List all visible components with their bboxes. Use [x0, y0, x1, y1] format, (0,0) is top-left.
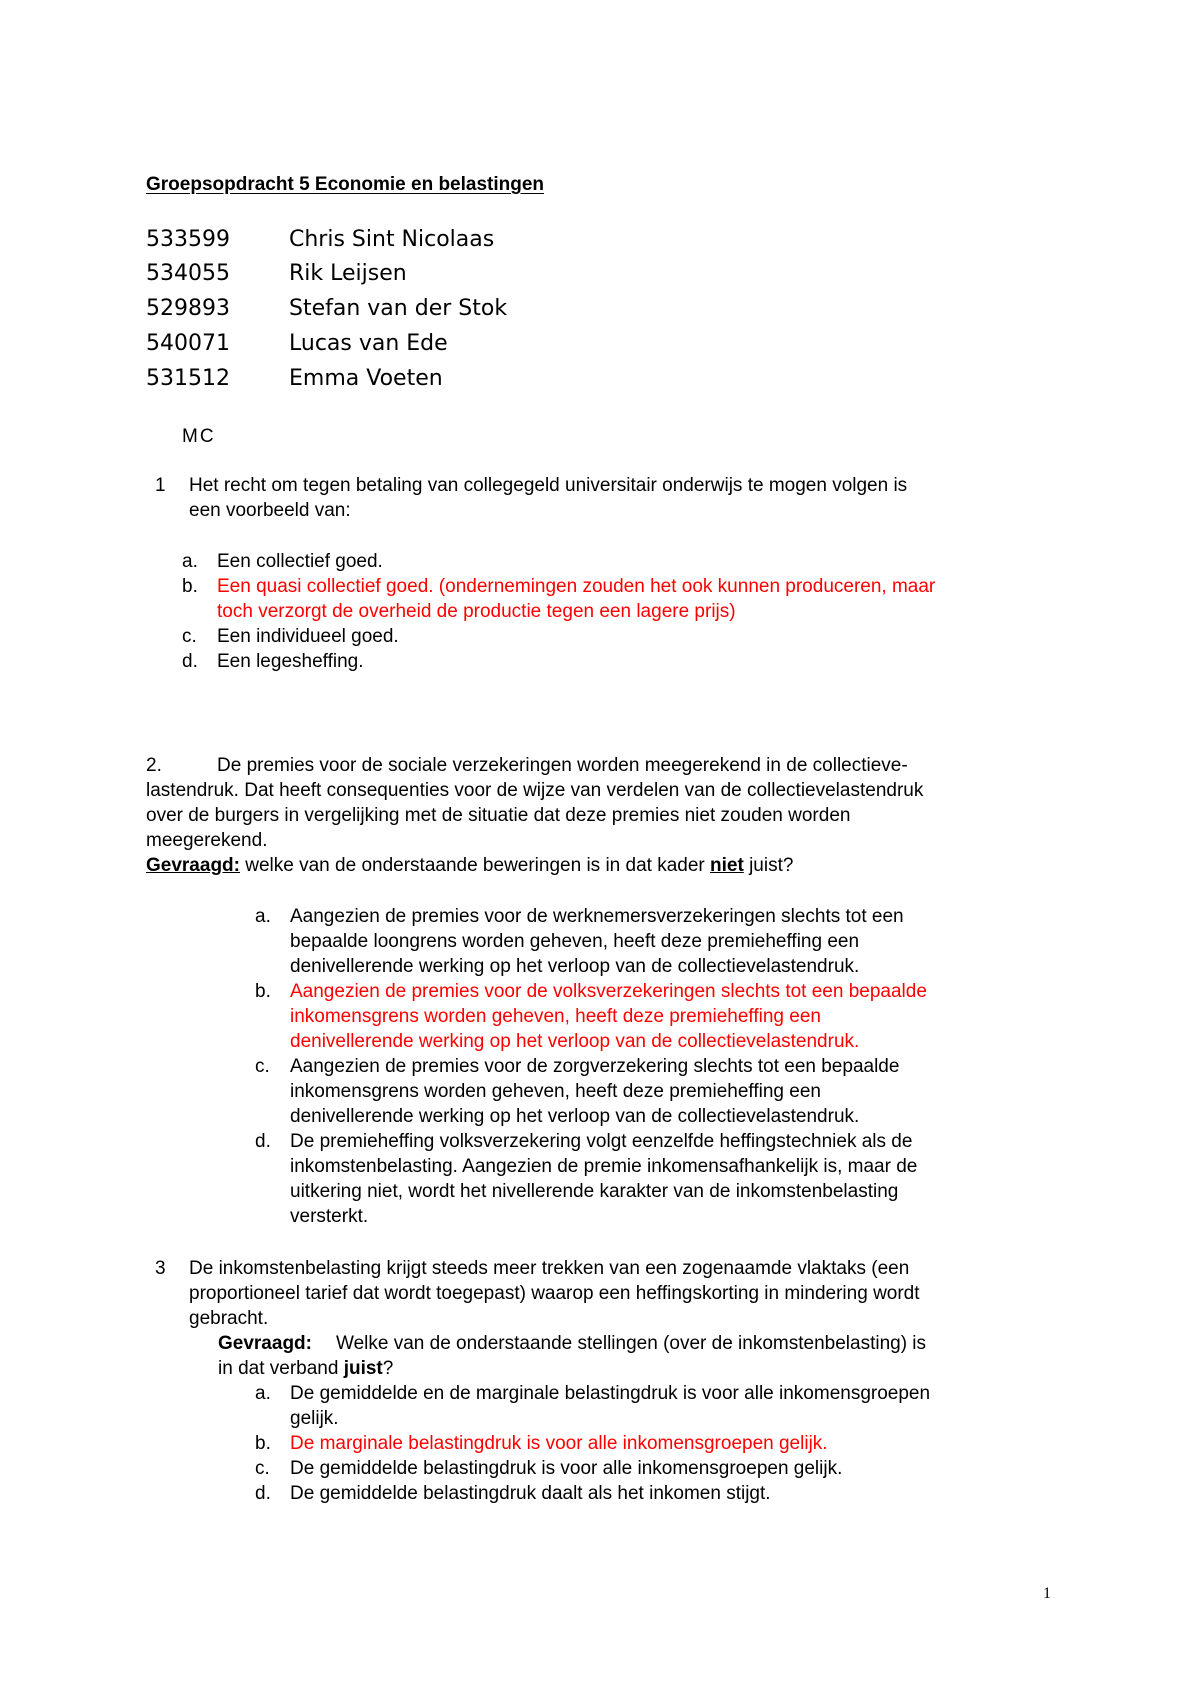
option-letter: c. [255, 1056, 270, 1077]
question-text [189, 473, 907, 523]
answer-option [290, 1129, 917, 1229]
asked-line [218, 1331, 926, 1356]
option-letter: d. [182, 651, 198, 672]
answer-option [290, 1054, 899, 1129]
option-line: Aangezien de premies voor de volksverzekeringen slechts tot een bepaalde [290, 981, 927, 1002]
option-letter: c. [182, 626, 197, 647]
asked-label: Gevraagd: [218, 1333, 312, 1354]
answer-option [290, 1481, 771, 1506]
option-letter: a. [255, 906, 271, 927]
member-name: Lucas van Ede [289, 331, 448, 356]
member-name: Emma Voeten [289, 366, 443, 391]
option-line: toch verzorgt de overheid de productie tegen een lagere prijs) [217, 601, 736, 622]
asked-text: juist? [743, 855, 794, 876]
option-line: uitkering niet, wordt het nivellerende karakter van de inkomstenbelasting [290, 1181, 899, 1202]
asked-block [218, 1331, 926, 1381]
option-line: Een collectief goed. [217, 551, 383, 572]
answer-option [290, 904, 904, 979]
member-name: Chris Sint Nicolaas [289, 227, 495, 252]
option-letter: d. [255, 1483, 271, 1504]
option-line: Een legesheffing. [217, 651, 364, 672]
asked-emphasis: juist [343, 1358, 383, 1379]
question-line: De premies voor de sociale verzekeringen worden meegerekend in de collectieve- [217, 755, 908, 776]
option-line: Een quasi collectief goed. (ondernemingen zouden het ook kunnen produceren, maar [217, 576, 936, 597]
question-line: gebracht. [189, 1308, 269, 1329]
option-line: inkomensgrens worden geheven, heeft deze premieheffing een [290, 1081, 821, 1102]
option-line: versterkt. [290, 1206, 369, 1227]
option-letter: b. [182, 576, 198, 597]
answer-option-correct [290, 979, 927, 1054]
asked-label: Gevraagd: [146, 855, 240, 876]
question-line: Het recht om tegen betaling van collegegeld universitair onderwijs te mogen volgen is [189, 475, 908, 496]
option-letter: a. [182, 551, 198, 572]
option-line: denivellerende werking op het verloop van de collectievelastendruk. [290, 1106, 860, 1127]
option-line: denivellerende werking op het verloop van de collectievelastendruk. [290, 956, 860, 977]
question-text [146, 753, 923, 878]
document-title: Groepsopdracht 5 Economie en belastingen [146, 174, 545, 195]
asked-line [218, 1356, 926, 1381]
asked-text: welke van de onderstaande beweringen is in dat kader [239, 855, 711, 876]
member-name: Rik Leijsen [289, 261, 407, 286]
answer-option-correct [217, 574, 935, 624]
question-line: De inkomstenbelasting krijgt steeds meer trekken van een zogenaamde vlaktaks (een [189, 1258, 910, 1279]
member-name: Stefan van der Stok [289, 296, 508, 321]
option-line: Aangezien de premies voor de zorgverzekering slechts tot een bepaalde [290, 1056, 900, 1077]
answer-option-correct [290, 1431, 828, 1456]
question-line: een voorbeeld van: [189, 500, 351, 521]
answer-option [217, 649, 364, 674]
member-id: 533599 [146, 227, 230, 252]
section-heading: MC [182, 426, 216, 447]
question-line: proportioneel tarief dat wordt toegepast) waarop een heffingskorting in mindering wordt [189, 1283, 920, 1304]
option-letter: b. [255, 1433, 271, 1454]
answer-option [290, 1381, 930, 1431]
option-letter: d. [255, 1131, 271, 1152]
member-id: 540071 [146, 331, 230, 356]
option-line: De marginale belastingdruk is voor alle inkomensgroepen gelijk. [290, 1433, 828, 1454]
member-id: 529893 [146, 296, 230, 321]
question-number: 1 [155, 475, 166, 496]
option-line: gelijk. [290, 1408, 339, 1429]
answer-option [217, 624, 399, 649]
option-line: Aangezien de premies voor de werknemersverzekeringen slechts tot een [290, 906, 904, 927]
option-line: De gemiddelde en de marginale belastingdruk is voor alle inkomensgroepen [290, 1383, 931, 1404]
question-line: lastendruk. Dat heeft consequenties voor de wijze van verdelen van de collectievelastendruk [146, 780, 924, 801]
option-letter: c. [255, 1458, 270, 1479]
question-number: 2. [146, 755, 162, 776]
option-line: De gemiddelde belastingdruk daalt als het inkomen stijgt. [290, 1483, 771, 1504]
option-line: De premieheffing volksverzekering volgt eenzelfde heffingstechniek als de [290, 1131, 913, 1152]
option-line: Een individueel goed. [217, 626, 399, 647]
member-id: 531512 [146, 366, 230, 391]
page-number: 1 [1043, 1585, 1051, 1602]
answer-option [217, 549, 383, 574]
answer-option [290, 1456, 842, 1481]
question-number: 3 [155, 1258, 166, 1279]
option-letter: a. [255, 1383, 271, 1404]
question-text [189, 1256, 920, 1331]
member-id: 534055 [146, 261, 230, 286]
option-line: inkomstenbelasting. Aangezien de premie inkomensafhankelijk is, maar de [290, 1156, 918, 1177]
option-line: inkomensgrens worden geheven, heeft deze premieheffing een [290, 1006, 821, 1027]
option-line: bepaalde loongrens worden geheven, heeft deze premieheffing een [290, 931, 860, 952]
option-line: denivellerende werking op het verloop van de collectievelastendruk. [290, 1031, 860, 1052]
asked-text: in dat verband [218, 1358, 344, 1379]
question-line: meegerekend. [146, 830, 268, 851]
question-line: over de burgers in vergelijking met de situatie dat deze premies niet zouden worden [146, 805, 851, 826]
option-line: De gemiddelde belastingdruk is voor alle inkomensgroepen gelijk. [290, 1458, 843, 1479]
asked-text: ? [382, 1358, 394, 1379]
asked-text: Welke van de onderstaande stellingen (over de inkomstenbelasting) is [335, 1333, 927, 1354]
asked-line [146, 853, 923, 878]
option-letter: b. [255, 981, 271, 1002]
asked-emphasis: niet [710, 855, 744, 876]
